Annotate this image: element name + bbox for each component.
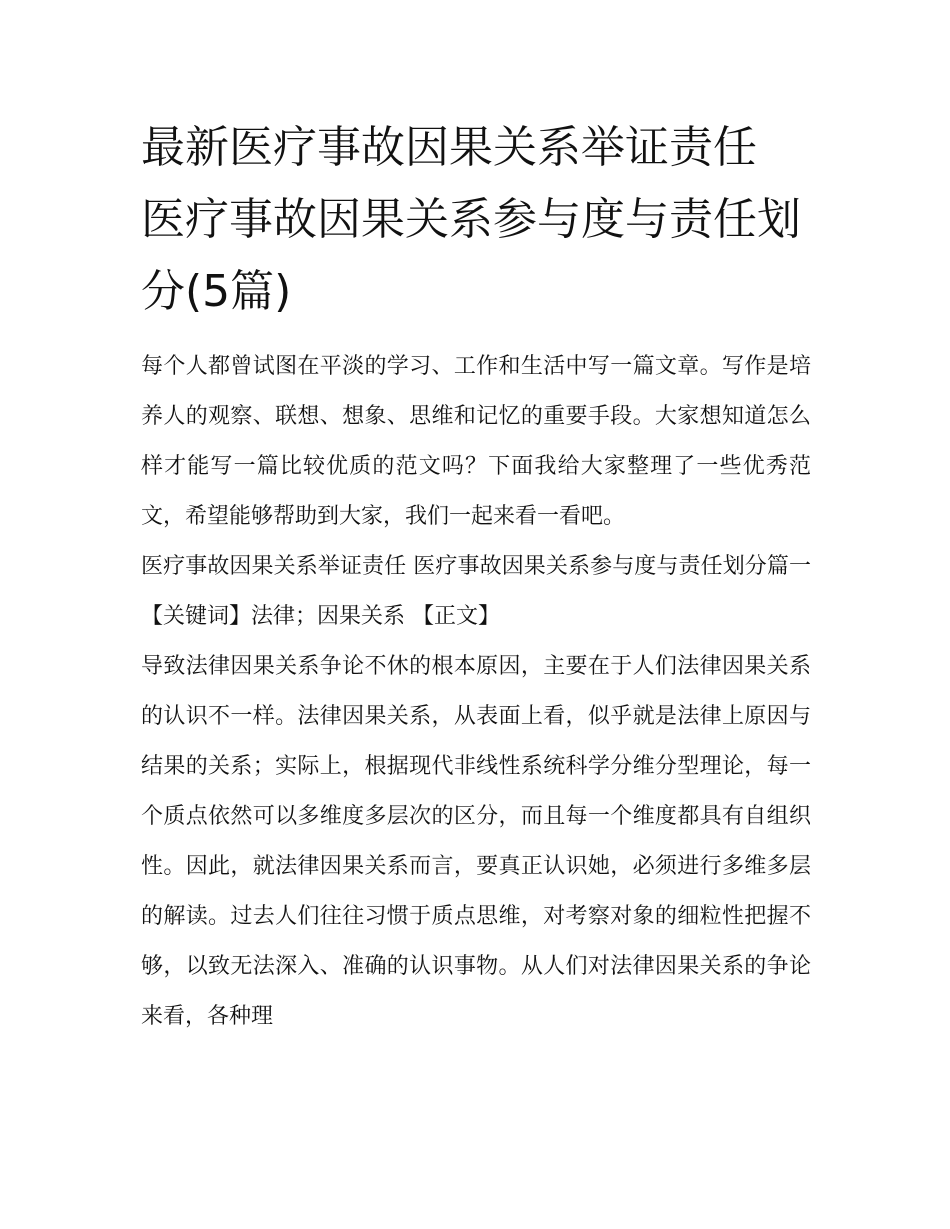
section-heading-paragraph: 医疗事故因果关系举证责任 医疗事故因果关系参与度与责任划分篇一 【关键词】法律；因果关系 【正文】: [141, 554, 811, 629]
body-paragraph: 导致法律因果关系争论不休的根本原因，主要在于人们法律因果关系的认识不一样。法律因果关系，从表面上看，似乎就是法律上原因与结果的关系；实际上，根据现代非线性系统科学分维分型理论，每一个质点依然可以多维度多层次的区分，而且每一个维度都具有自组织性。因此，就法律因果关系而言，要真正认识她，必须进行多维多层的解读。过去人们往往习惯于质点思维，对考察对象的细粒性把握不够，以致无法深入、准确的认识事物。从人们对法律因果关系的争论来看，各种理: [141, 654, 811, 1029]
document-title: 最新医疗事故因果关系举证责任 医疗事故因果关系参与度与责任划分(5篇): [141, 122, 801, 317]
intro-paragraph: 每个人都曾试图在平淡的学习、工作和生活中写一篇文章。写作是培养人的观察、联想、想象、思维和记忆的重要手段。大家想知道怎么样才能写一篇比较优质的范文吗？下面我给大家整理了一些优秀范文，希望能够帮助到大家，我们一起来看一看吧。: [141, 354, 811, 529]
document-body: [141, 112, 811, 1042]
